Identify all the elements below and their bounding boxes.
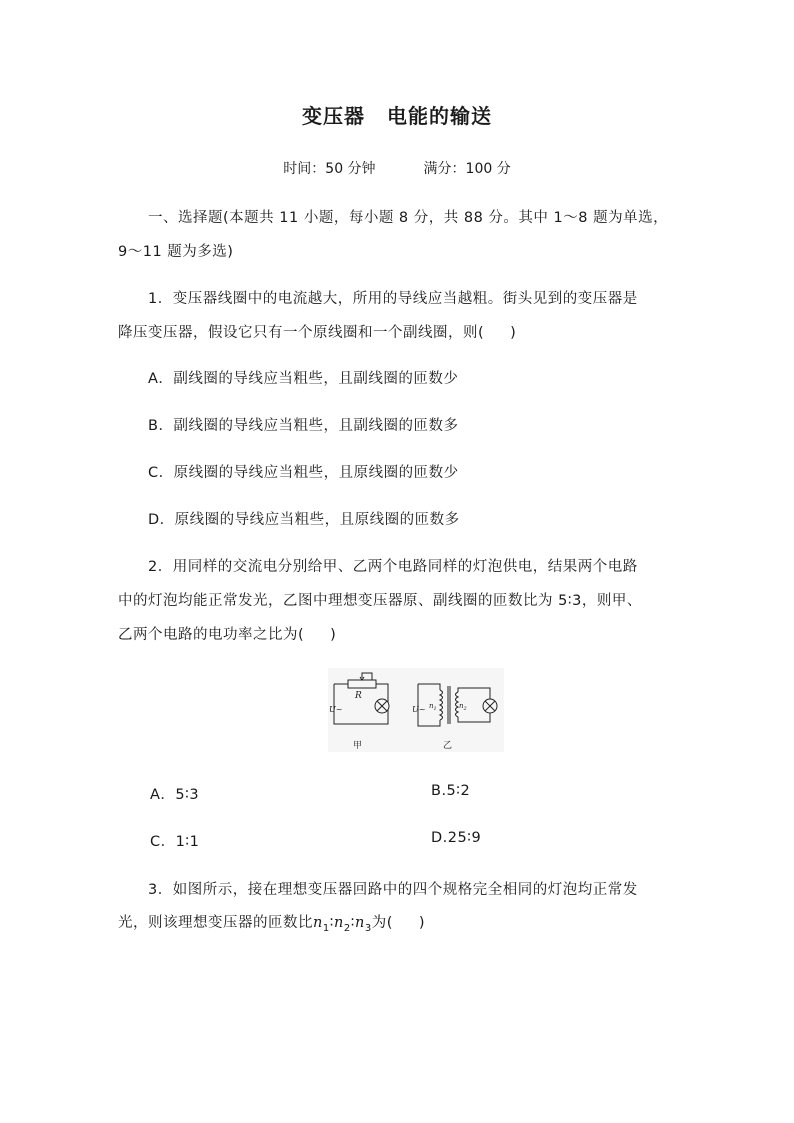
label-jia: 甲: [353, 741, 363, 751]
q1-stem-line1: 1．变压器线圈中的电流越大，所用的导线应当越粗。街头见到的变压器是: [148, 291, 638, 307]
page-title: [0, 100, 794, 129]
resistor-label: R: [355, 691, 362, 701]
q3-stem-line2: [118, 911, 425, 934]
q3-n3: n: [355, 915, 365, 931]
n2-label: $n_2$: [459, 702, 467, 712]
q1-stem-line2: [118, 321, 516, 342]
q3-stem-text: 光，则该理想变压器的匝数比: [118, 915, 313, 931]
q2-stem-line3: [118, 623, 336, 644]
full-score: 满分：100 分: [423, 161, 511, 177]
q2-stem-line2: 中的灯泡均能正常发光，乙图中理想变压器原、副线圈的匝数比为 5∶3，则甲、: [118, 593, 642, 609]
q1-option-b: B．副线圈的导线应当粗些，且副线圈的匝数多: [148, 418, 459, 434]
q1-option-c: C．原线圈的导线应当粗些，且原线圈的匝数少: [148, 465, 459, 481]
q2-option-a: A．5∶3: [150, 787, 200, 803]
source-label-yi: U~: [412, 705, 426, 714]
q2-option-c: C．1∶1: [150, 834, 200, 850]
q3-sep2: ∶: [350, 915, 355, 931]
q3-sep1: ∶: [329, 915, 334, 931]
q3-paren-close: ): [418, 915, 426, 931]
time-limit: 时间：50 分钟: [283, 161, 376, 177]
title-part-b: 电能的输送: [387, 104, 492, 128]
circuit-figure: [328, 668, 504, 752]
q3-n2-sub: 2: [343, 922, 351, 934]
q3-n3-sub: 3: [364, 922, 372, 934]
section-heading-line2: 9～11 题为多选): [118, 244, 234, 260]
q3-stem-line1: 3．如图所示，接在理想变压器回路中的四个规格完全相同的灯泡均正常发: [148, 882, 638, 898]
q3-n2: n: [334, 915, 344, 931]
q3-n1: n: [313, 915, 323, 931]
section-heading-line1: 一、选择题(本题共 11 小题，每小题 8 分，共 88 分。其中 1～8 题为单选，: [148, 210, 669, 226]
title-part-a: 变压器: [302, 104, 365, 128]
q1-option-d: D．原线圈的导线应当粗些，且原线圈的匝数多: [148, 512, 460, 528]
q2-option-b: B.5∶2: [431, 783, 471, 799]
q3-paren-open: 为(: [371, 915, 393, 931]
q1-option-a: A．副线圈的导线应当粗些，且副线圈的匝数少: [148, 371, 459, 387]
q2-option-d: D.25∶9: [431, 830, 482, 846]
q3-n1-sub: 1: [322, 922, 330, 934]
q2-paren-close: ): [330, 627, 337, 643]
label-yi: 乙: [443, 741, 453, 751]
q2-stem-line1: 2．用同样的交流电分别给甲、乙两个电路同样的灯泡供电，结果两个电路: [148, 559, 638, 575]
source-label-jia: U~: [329, 705, 343, 714]
q1-paren-close: ): [510, 325, 517, 341]
q2-stem-text: 乙两个电路的电功率之比为(: [118, 627, 305, 643]
n1-label: $n_1$: [429, 702, 437, 712]
exam-info: [0, 158, 794, 178]
q1-stem-text: 降压变压器，假设它只有一个原线圈和一个副线圈，则(: [118, 325, 485, 341]
